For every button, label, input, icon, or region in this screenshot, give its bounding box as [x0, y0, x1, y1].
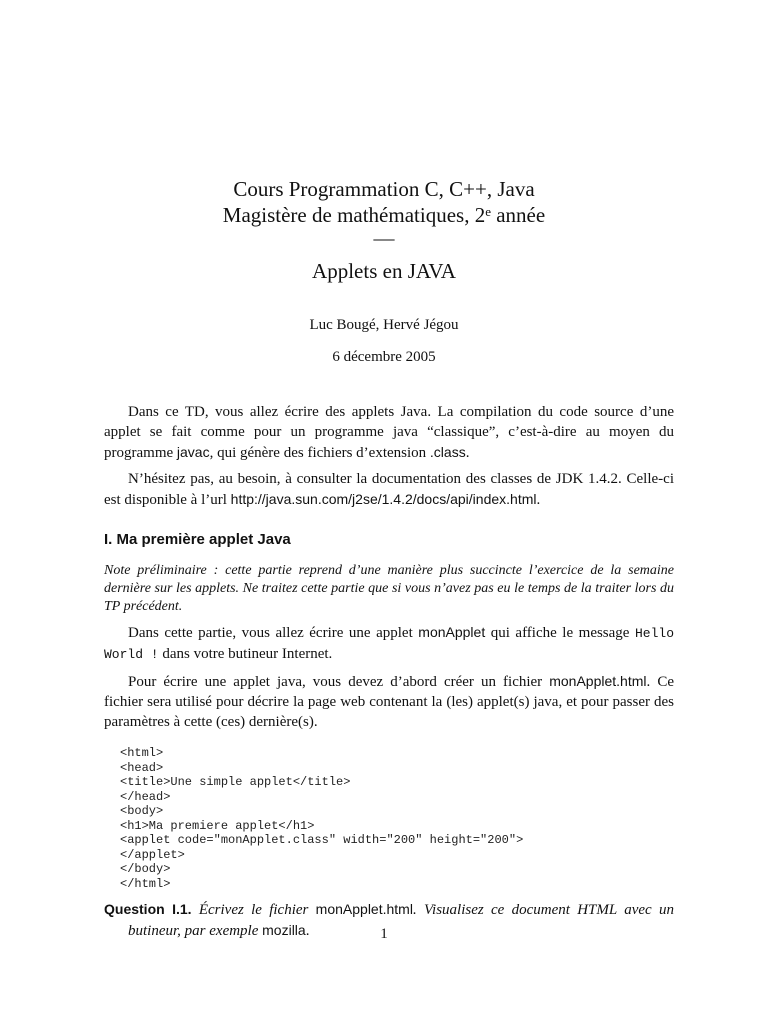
section-paragraph-2: Pour écrire une applet java, vous devez d’abord créer un fichier monApplet.html. Ce fichier sera utilisé pour décrire la page web contenant la (les) applet(s) java, et pour passer des paramètres à cette (ces) dernière(s). — [104, 673, 674, 730]
question-browser: mozilla — [262, 922, 306, 938]
question-filename: monApplet.html — [315, 901, 413, 917]
applet-name: monApplet — [418, 624, 486, 640]
preliminary-note: Note préliminaire : cette partie reprend d’une manière plus succincte l’exercice de la semaine dernière sur les applets. Ne traitez cette partie que si vous n’avez pas eu le temps de la traiter lors du TP précédent. — [104, 563, 674, 614]
javac-term: javac — [176, 444, 210, 460]
question-label: Question I.1. — [104, 901, 192, 917]
course-title: Cours Programmation C, C++, Java — [233, 177, 535, 201]
title-block — [0, 176, 768, 284]
intro-paragraph-2: N’hésitez pas, au besoin, à consulter la documentation des classes de JDK 1.4.2. Celle-ci est disponible à l’url http://java.sun.com/j2se/1.4.2/docs/api/index.html. — [104, 471, 674, 508]
class-extension: .class — [429, 444, 466, 460]
page-number: 1 — [380, 926, 388, 942]
html-filename: monApplet.html — [549, 673, 647, 689]
document-subtitle: Applets en JAVA — [312, 259, 456, 283]
document-date: 6 décembre 2005 — [332, 349, 436, 365]
section-heading: I. Ma première applet Java — [104, 531, 291, 548]
authors: Luc Bougé, Hervé Jégou — [309, 317, 459, 333]
html-code-listing: <html> <head> <title>Une simple applet</title> </head> <body> <h1>Ma premiere applet</h1> <applet code="monApplet.class" width="200" height="200"> </applet> </body> </html> — [120, 746, 524, 891]
question-1-1: Question I.1. Écrivez le fichier monApplet.html. Visualisez ce document HTML avec un butineur, par exemple mozilla. — [104, 901, 674, 939]
hello-message: Hello World ! — [104, 626, 674, 662]
program-title: Magistère de mathématiques, 2e année — [222, 203, 546, 227]
doc-url: http://java.sun.com/j2se/1.4.2/docs/api/index.html — [230, 491, 537, 507]
section-paragraph-1: Dans cette partie, vous allez écrire une applet monApplet qui affiche le message Hello World ! dans votre butineur Internet. — [104, 624, 674, 662]
intro-paragraph-1: Dans ce TD, vous allez écrire des applets Java. La compilation du code source d’une applet se fait comme pour un programme java “classique”, c’est-à-dire au moyen du programme javac, qui génère des fichiers d’extension .class. — [104, 404, 674, 461]
document-body — [104, 402, 674, 947]
title-dash: — — [373, 226, 395, 250]
